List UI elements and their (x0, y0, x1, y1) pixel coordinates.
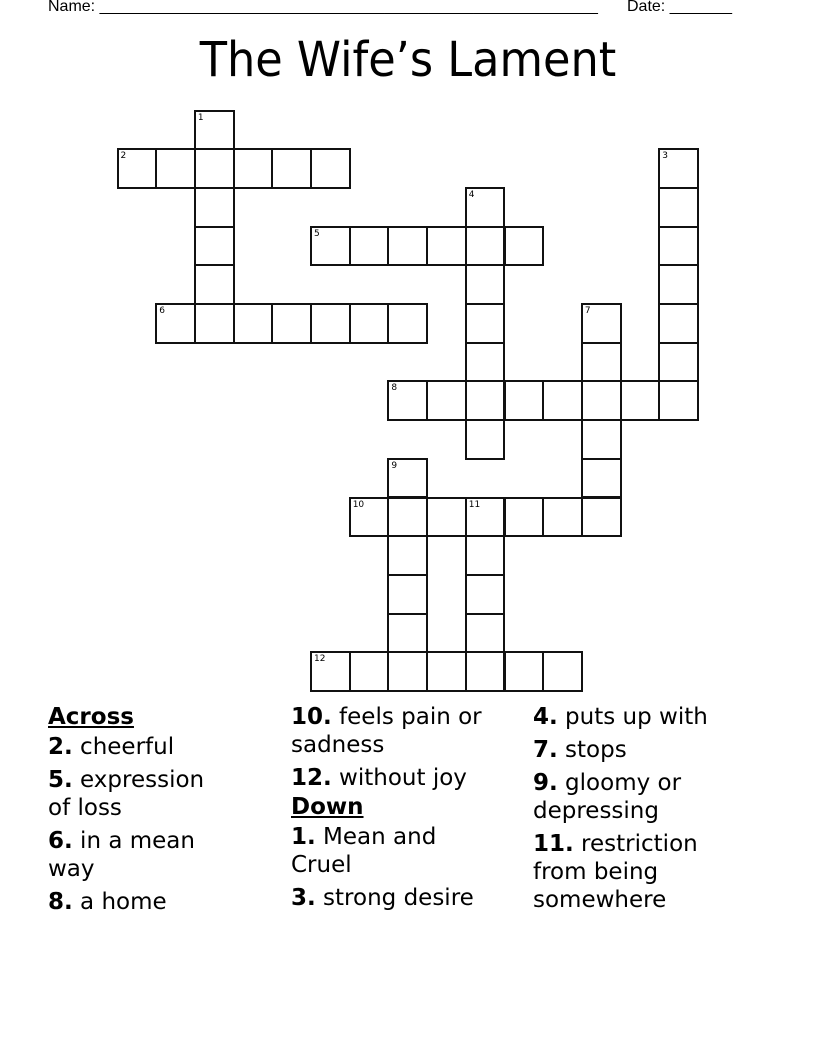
grid-cell[interactable] (504, 226, 545, 267)
clue-number-label: 11 (468, 499, 481, 510)
grid-cell[interactable] (504, 497, 545, 538)
grid-cell[interactable] (233, 303, 274, 344)
clue-number: 10. (291, 704, 332, 730)
grid-cell[interactable] (581, 380, 622, 421)
grid-cell[interactable] (387, 574, 428, 615)
page-title: The Wife’s Lament (199, 32, 617, 88)
grid-cell[interactable] (465, 497, 506, 538)
clue-across-2 (48, 733, 283, 761)
grid-cell[interactable] (542, 497, 583, 538)
clue-number: 1. (291, 824, 316, 850)
clue-down-7 (533, 736, 768, 764)
grid-cell[interactable] (465, 226, 506, 267)
grid-cell[interactable] (349, 651, 390, 692)
grid-cell[interactable] (387, 458, 428, 499)
clue-number: 3. (291, 885, 316, 911)
across-heading: Across (48, 704, 134, 730)
clue-text: restriction from being somewhere (533, 831, 698, 913)
grid-cell[interactable] (542, 651, 583, 692)
grid-cell[interactable] (620, 380, 661, 421)
grid-cell[interactable] (194, 226, 235, 267)
grid-cell[interactable] (387, 380, 428, 421)
clue-number-label: 8 (391, 383, 398, 394)
grid-cell[interactable] (426, 651, 467, 692)
grid-cell[interactable] (194, 264, 235, 305)
clue-number-label: 1 (197, 112, 204, 123)
grid-cell[interactable] (658, 380, 699, 421)
clue-column-3 (533, 703, 768, 919)
clue-across-6 (48, 827, 228, 883)
clue-text: strong desire (315, 885, 474, 911)
grid-cell[interactable] (465, 651, 506, 692)
grid-cell[interactable] (387, 613, 428, 654)
clue-text: puts up with (557, 704, 708, 730)
name-line[interactable]: ________________________________________________________ (99, 0, 598, 15)
grid-cell[interactable] (349, 497, 390, 538)
grid-cell[interactable] (465, 264, 506, 305)
grid-cell[interactable] (581, 497, 622, 538)
grid-cell[interactable] (426, 380, 467, 421)
clue-number: 6. (48, 828, 73, 854)
clue-number-label: 5 (314, 228, 320, 239)
clue-text: feels pain or sadness (291, 704, 482, 758)
grid-cell[interactable] (194, 303, 235, 344)
grid-cell[interactable] (465, 535, 506, 576)
clue-column-2 (291, 703, 526, 917)
grid-cell[interactable] (155, 303, 196, 344)
clue-across-8 (48, 888, 283, 916)
grid-cell[interactable] (465, 419, 506, 460)
grid-cell[interactable] (271, 303, 312, 344)
clue-number-label: 3 (662, 151, 669, 162)
grid-cell[interactable] (349, 303, 390, 344)
grid-cell[interactable] (387, 303, 428, 344)
grid-cell[interactable] (581, 342, 622, 383)
date-line[interactable]: _______ (669, 0, 732, 15)
grid-cell[interactable] (310, 303, 351, 344)
clue-number: 4. (533, 704, 558, 730)
clue-down-4 (533, 703, 768, 731)
grid-cell[interactable] (310, 226, 351, 267)
clue-number: 2. (48, 734, 73, 760)
grid-cell[interactable] (658, 148, 699, 189)
grid-cell[interactable] (465, 303, 506, 344)
grid-cell[interactable] (658, 342, 699, 383)
clue-text: Mean and Cruel (291, 824, 437, 878)
clue-number-label: 10 (352, 499, 365, 510)
grid-cell[interactable] (387, 651, 428, 692)
clue-number: 12. (291, 765, 332, 791)
name-label: Name: (48, 0, 100, 15)
grid-cell[interactable] (387, 226, 428, 267)
clue-text: in a mean way (48, 828, 195, 882)
grid-cell[interactable] (194, 148, 235, 189)
grid-cell[interactable] (465, 613, 506, 654)
clue-text: a home (72, 889, 167, 915)
grid-cell[interactable] (658, 303, 699, 344)
grid-cell[interactable] (387, 535, 428, 576)
clue-number-label: 2 (120, 151, 127, 162)
grid-cell[interactable] (387, 497, 428, 538)
clue-down-9 (533, 769, 708, 825)
clue-text: without joy (331, 765, 467, 791)
clue-number: 11. (533, 831, 574, 857)
grid-cell[interactable] (349, 226, 390, 267)
clue-text: expression of loss (48, 767, 205, 821)
clue-number-label: 7 (584, 306, 591, 316)
grid-cell[interactable] (465, 380, 506, 421)
clue-number: 8. (48, 889, 73, 915)
clue-across-5 (48, 766, 228, 822)
grid-cell[interactable] (233, 148, 274, 189)
grid-cell[interactable] (426, 497, 467, 538)
grid-cell[interactable] (271, 148, 312, 189)
grid-cell[interactable] (581, 419, 622, 460)
clue-column-1 (48, 703, 283, 921)
clue-down-11 (533, 830, 723, 914)
grid-cell[interactable] (310, 148, 351, 189)
grid-cell[interactable] (465, 342, 506, 383)
grid-cell[interactable] (658, 226, 699, 267)
grid-cell[interactable] (542, 380, 583, 421)
clue-across-10 (291, 703, 516, 759)
grid-cell[interactable] (504, 651, 545, 692)
down-heading: Down (291, 794, 364, 820)
grid-cell[interactable] (658, 187, 699, 228)
clue-text: cheerful (72, 734, 175, 760)
clue-text: stops (557, 737, 627, 763)
grid-cell[interactable] (194, 110, 235, 151)
grid-cell[interactable] (117, 148, 158, 189)
grid-cell[interactable] (581, 458, 622, 499)
clue-down-1 (291, 823, 461, 879)
clue-down-3 (291, 884, 526, 912)
grid-cell[interactable] (310, 651, 351, 692)
clue-across-12 (291, 764, 526, 792)
grid-cell[interactable] (658, 264, 699, 305)
grid-cell[interactable] (426, 226, 467, 267)
clue-number-label: 9 (391, 460, 398, 471)
clue-number: 5. (48, 767, 73, 793)
grid-cell[interactable] (194, 187, 235, 228)
grid-cell[interactable] (155, 148, 196, 189)
clue-number-label: 12 (314, 654, 326, 665)
grid-cell[interactable] (504, 380, 545, 421)
clue-number-label: 4 (468, 189, 475, 200)
clue-text: gloomy or depressing (533, 770, 682, 824)
clue-number-label: 6 (159, 306, 165, 316)
clue-number: 7. (533, 737, 558, 763)
grid-cell[interactable] (581, 303, 622, 344)
grid-cell[interactable] (465, 574, 506, 615)
clue-number: 9. (533, 770, 558, 796)
grid-cell[interactable] (465, 187, 506, 228)
date-label: Date: (627, 0, 670, 15)
